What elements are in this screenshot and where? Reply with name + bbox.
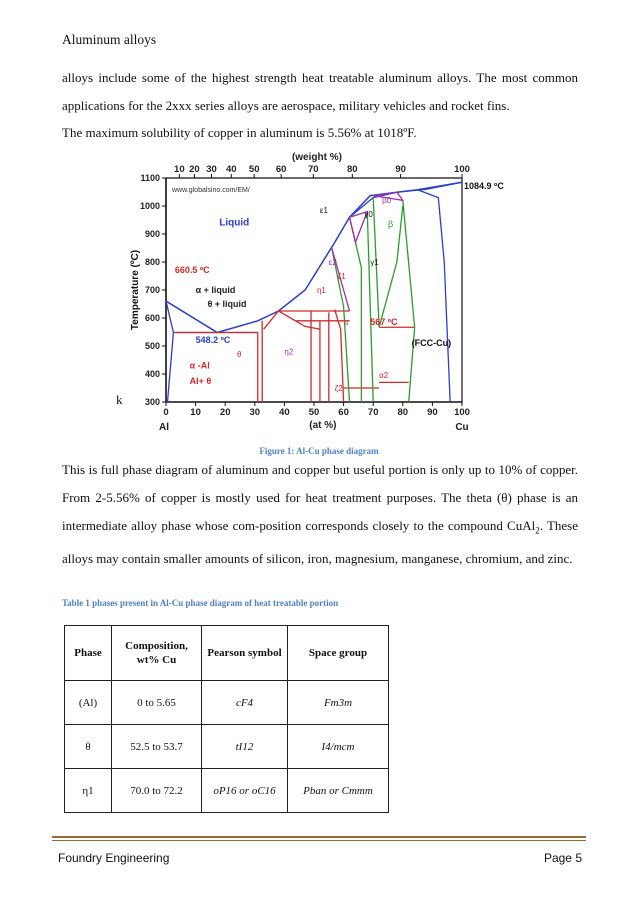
label-beta: β [388, 219, 394, 229]
cell-pearson: oP16 or oC16 [202, 769, 288, 813]
al-end-label: Al [159, 422, 169, 433]
paragraph-theta-phase [62, 456, 578, 573]
p3-tail: . These alloys may contain smaller amounts of silicon, iron, magnesium, manganese, chromium, and zinc. [62, 518, 578, 566]
paragraph-applications: alloys include some of the highest strength heat treatable aluminum alloys. The most common applications for the 2xxx series alloys are aerospace, military vehicles and rocket fins. [62, 70, 578, 113]
label-theta: θ [237, 350, 242, 360]
label-alpha-al: α -Al [189, 360, 210, 371]
x-axis-label: (at %) [309, 420, 337, 431]
table-caption: Table 1 phases present in Al-Cu phase diagram of heat treatable portion [62, 598, 339, 608]
label-gamma0: γ0 [364, 210, 373, 220]
y-tick-label: 600 [144, 313, 160, 323]
label-eps2: ε2 [328, 257, 337, 267]
cell-phase: (Al) [65, 681, 112, 725]
paragraph-solubility: The maximum solubility of copper in aluminum is 5.56% at 1018ºF. [62, 125, 417, 140]
gamma1-line [367, 212, 373, 402]
label-567: 567 ºC [370, 317, 398, 327]
label-gamma1: γ1 [370, 257, 379, 267]
y-tick-label: 800 [144, 257, 160, 267]
label-eps1: ε1 [319, 206, 328, 215]
label-liquid: Liquid [219, 217, 250, 229]
table-row [65, 769, 389, 813]
top-tick-label: 10 [174, 164, 185, 175]
liquidus-line [166, 182, 462, 332]
x-tick-label: 90 [427, 407, 438, 418]
section-heading: Aluminum alloys [62, 32, 157, 47]
top-tick-label: 60 [275, 164, 287, 175]
al-cu-phase-diagram [122, 148, 504, 433]
x-tick-label: 40 [279, 407, 290, 418]
footer-rule [52, 836, 586, 838]
x-tick-label: 30 [249, 407, 261, 418]
cell-composition: 70.0 to 72.2 [112, 769, 202, 813]
cell-pearson: tI12 [202, 725, 288, 769]
cu-solvus-line [418, 190, 451, 402]
beta-right-line [403, 200, 415, 402]
p3-text: This is full phase diagram of aluminum and copper but useful portion is only up to 10% of copper. From 2-5.56% of copper is mostly used for heat treatment purposes. The theta (θ) phase is an intermediate alloy phase whose com-position corresponds closely to the compound CuAl [62, 462, 578, 533]
footer-page-number: Page 5 [543, 851, 582, 865]
cell-pearson: cF4 [202, 681, 288, 725]
header-pearson: Pearson symbol [202, 626, 288, 681]
y-tick-label: 400 [144, 369, 160, 379]
x-tick-label: 60 [338, 407, 349, 418]
table-row [65, 681, 389, 725]
gamma-right-line [350, 217, 362, 402]
top-tick-label: 40 [226, 164, 237, 175]
header-composition: Composition, wt% Cu [112, 626, 202, 681]
header-space-group: Space group [288, 626, 389, 681]
x-tick-label: 70 [367, 407, 379, 418]
label-eta2: η2 [284, 347, 294, 357]
label-zeta1: ζ1 [337, 271, 346, 281]
top-tick-label: 100 [454, 164, 470, 175]
label-fcc: (FCC-Cu) [411, 338, 452, 348]
y-tick-label: 700 [144, 285, 160, 295]
top-tick-label: 30 [206, 164, 217, 175]
cell-space-group: I4/mcm [288, 725, 389, 769]
top-tick-label: 70 [308, 164, 319, 175]
x-tick-label: 50 [308, 407, 320, 418]
x-tick-label: 0 [163, 407, 169, 418]
figure-caption: Figure 1: Al-Cu phase diagram [259, 446, 379, 456]
cell-composition: 0 to 5.65 [112, 681, 202, 725]
top-axis-label: (weight %) [291, 152, 342, 163]
label-a-liquid: α + liquid [195, 284, 236, 295]
label-eta1: η1 [316, 285, 326, 295]
cell-phase: η1 [65, 769, 112, 813]
cell-space-group: Fm3m [288, 681, 389, 725]
cu-end-label: Cu [455, 422, 469, 433]
label-zeta2: ζ2 [334, 383, 343, 393]
y-tick-label: 1100 [140, 173, 160, 183]
footer-rule-thin [52, 840, 586, 841]
y-tick-label: 300 [144, 397, 160, 407]
p3-subscript: 2 [535, 525, 540, 536]
label-alpha-small: α [343, 318, 349, 327]
top-tick-label: 20 [189, 164, 200, 175]
label-al-theta: Al+ θ [189, 375, 212, 386]
top-tick-label: 50 [248, 164, 260, 175]
al-solvus-line [166, 301, 173, 402]
label-beta0: β0 [382, 196, 392, 206]
phase-diagram-figure [122, 148, 504, 433]
y-tick-label: 900 [144, 229, 160, 239]
cell-composition: 52.5 to 53.7 [112, 725, 202, 769]
label-cu-melt: 1084.9 ºC [464, 181, 504, 192]
x-tick-label: 80 [397, 407, 409, 418]
table-header-row [65, 626, 389, 681]
label-theta-liquid: θ + liquid [207, 298, 247, 309]
table-row [65, 725, 389, 769]
footer-course: Foundry Engineering [58, 851, 170, 865]
watermark: www.globalsino.com/EM/ [172, 187, 250, 194]
label-al-melt: 660.5 ºC [174, 265, 210, 276]
x-tick-label: 20 [219, 407, 231, 418]
y-tick-label: 500 [144, 341, 160, 351]
x-tick-label: 10 [190, 407, 201, 418]
label-eutectic: 548.2 ºC [195, 335, 231, 346]
label-alpha2: α2 [379, 371, 389, 381]
top-tick-label: 90 [395, 164, 406, 175]
stray-mark: k [116, 392, 123, 407]
phases-table [64, 625, 389, 813]
y-axis-label: Temperature (ºC) [130, 249, 141, 331]
header-phase: Phase [65, 626, 112, 681]
cell-space-group: Pban or Cmmm [288, 769, 389, 813]
y-tick-label: 1000 [139, 201, 160, 211]
top-tick-label: 80 [347, 164, 358, 175]
cell-phase: θ [65, 725, 112, 769]
x-tick-label: 100 [454, 407, 470, 418]
